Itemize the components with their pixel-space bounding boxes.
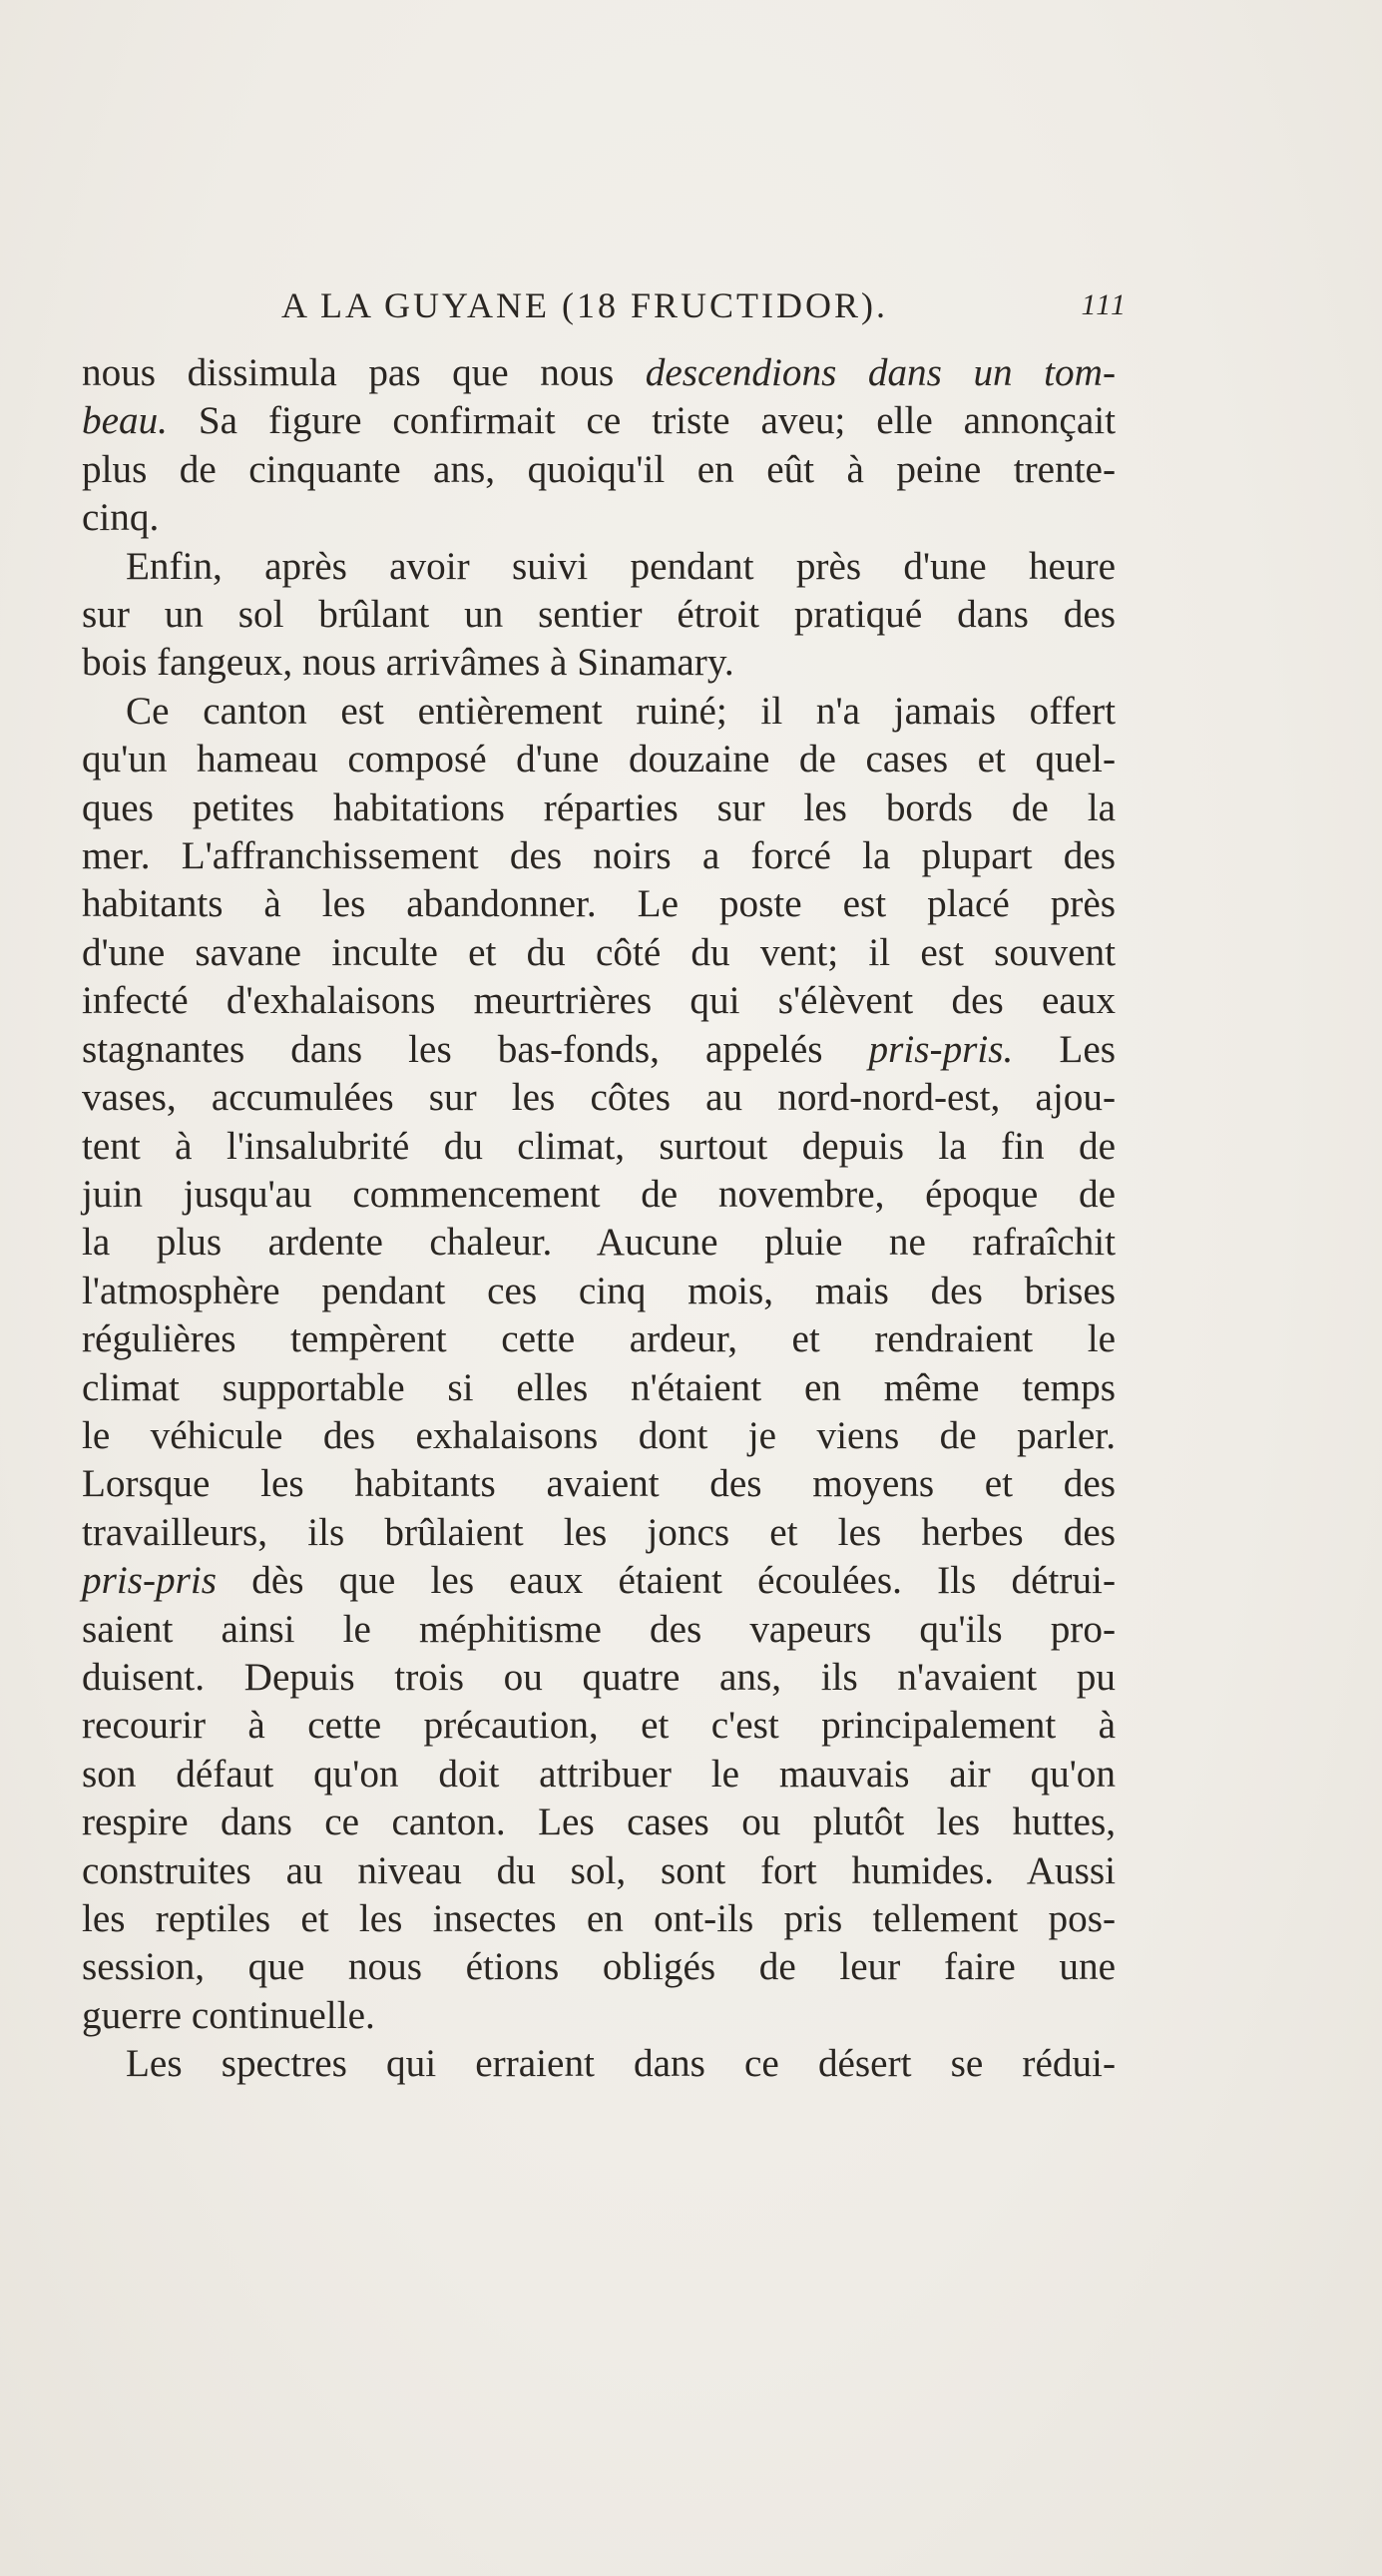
text-line: infecté d'exhalaisons meurtrières qui s'élèvent des eaux	[82, 979, 1116, 1023]
text-line: mer. L'affranchissement des noirs a forcé la plupart des	[82, 834, 1116, 878]
text-line: sur un sol brûlant un sentier étroit pratiqué dans des	[82, 593, 1116, 637]
paragraph	[82, 543, 1116, 688]
text-line: construites au niveau du sol, sont fort humides. Aussi	[82, 1848, 1116, 1892]
italic-text: pris-pris.	[868, 1027, 1014, 1071]
text-line: cinq.	[82, 496, 160, 540]
text-line: l'atmosphère pendant ces cinq mois, mais des brises	[82, 1269, 1116, 1312]
text-line: juin jusqu'au commencement de novembre, époque de	[82, 1172, 1116, 1216]
text-line: duisent. Depuis trois ou quatre ans, ils n'avaient pu	[82, 1655, 1116, 1699]
text-line: la plus ardente chaleur. Aucune pluie ne rafraîchit	[82, 1221, 1116, 1265]
text-line: le véhicule des exhalaisons dont je viens de parler.	[82, 1413, 1116, 1457]
text-line: plus de cinquante ans, quoiqu'il en eût à peine trente-	[82, 447, 1116, 491]
text-line: qu'un hameau composé d'une douzaine de cases et quel-	[82, 738, 1116, 781]
paragraph	[82, 2040, 1116, 2088]
text-line: travailleurs, ils brûlaient les joncs et les herbes des	[82, 1510, 1116, 1554]
text-line: son défaut qu'on doit attribuer le mauvais air qu'on	[82, 1752, 1116, 1796]
text-line: ques petites habitations réparties sur les bords de la	[82, 785, 1116, 829]
italic-text: beau.	[82, 399, 168, 443]
text-line: saient ainsi le méphitisme des vapeurs qu'ils pro-	[82, 1607, 1116, 1651]
text-line: d'une savane inculte et du côté du vent; il est souvent	[82, 930, 1116, 974]
text-line: Enfin, après avoir suivi pendant près d'une heure	[126, 544, 1116, 588]
text-line: climat supportable si elles n'étaient en même temps	[82, 1365, 1116, 1409]
italic-text: descendions dans un tom-	[645, 351, 1116, 394]
text-line: recourir à cette précaution, et c'est principalement à	[82, 1704, 1116, 1748]
paragraph	[82, 688, 1116, 2040]
italic-text: pris-pris	[82, 1559, 218, 1603]
text-line: stagnantes dans les bas-fonds, appelés pris-pris. Les	[82, 1027, 1116, 1071]
text-line: vases, accumulées sur les côtes au nord-nord-est, ajou-	[82, 1076, 1116, 1120]
page-header	[281, 284, 1128, 330]
text-line: respire dans ce canton. Les cases ou plutôt les huttes,	[82, 1801, 1116, 1844]
text-line: nous dissimula pas que nous descendions dans un tom-	[82, 351, 1116, 394]
text-line: guerre continuelle.	[82, 1993, 375, 2037]
text-line: Les spectres qui erraient dans ce désert se rédui-	[126, 2042, 1116, 2086]
text-line: pris-pris dès que les eaux étaient écoulées. Ils détrui-	[82, 1559, 1116, 1603]
text-line: session, que nous étions obligés de leur faire une	[82, 1945, 1116, 1989]
text-line: Ce canton est entièrement ruiné; il n'a jamais offert	[126, 689, 1116, 733]
text-line: Lorsque les habitants avaient des moyens et des	[82, 1462, 1116, 1506]
paragraph	[82, 349, 1116, 543]
text-line: régulières tempèrent cette ardeur, et rendraient le	[82, 1317, 1116, 1361]
page-number: 111	[1081, 288, 1128, 321]
running-title: A LA GUYANE (18 FRUCTIDOR).	[281, 285, 889, 325]
text-line: tent à l'insalubrité du climat, surtout depuis la fin de	[82, 1124, 1116, 1168]
text-line: les reptiles et les insectes en ont-ils pris tellement pos-	[82, 1897, 1116, 1940]
text-line: habitants à les abandonner. Le poste est placé près	[82, 882, 1116, 926]
body-text	[82, 349, 1116, 2089]
text-line: beau. Sa figure confirmait ce triste aveu; elle annonçait	[82, 399, 1116, 443]
text-line: bois fangeux, nous arrivâmes à Sinamary.	[82, 641, 734, 685]
